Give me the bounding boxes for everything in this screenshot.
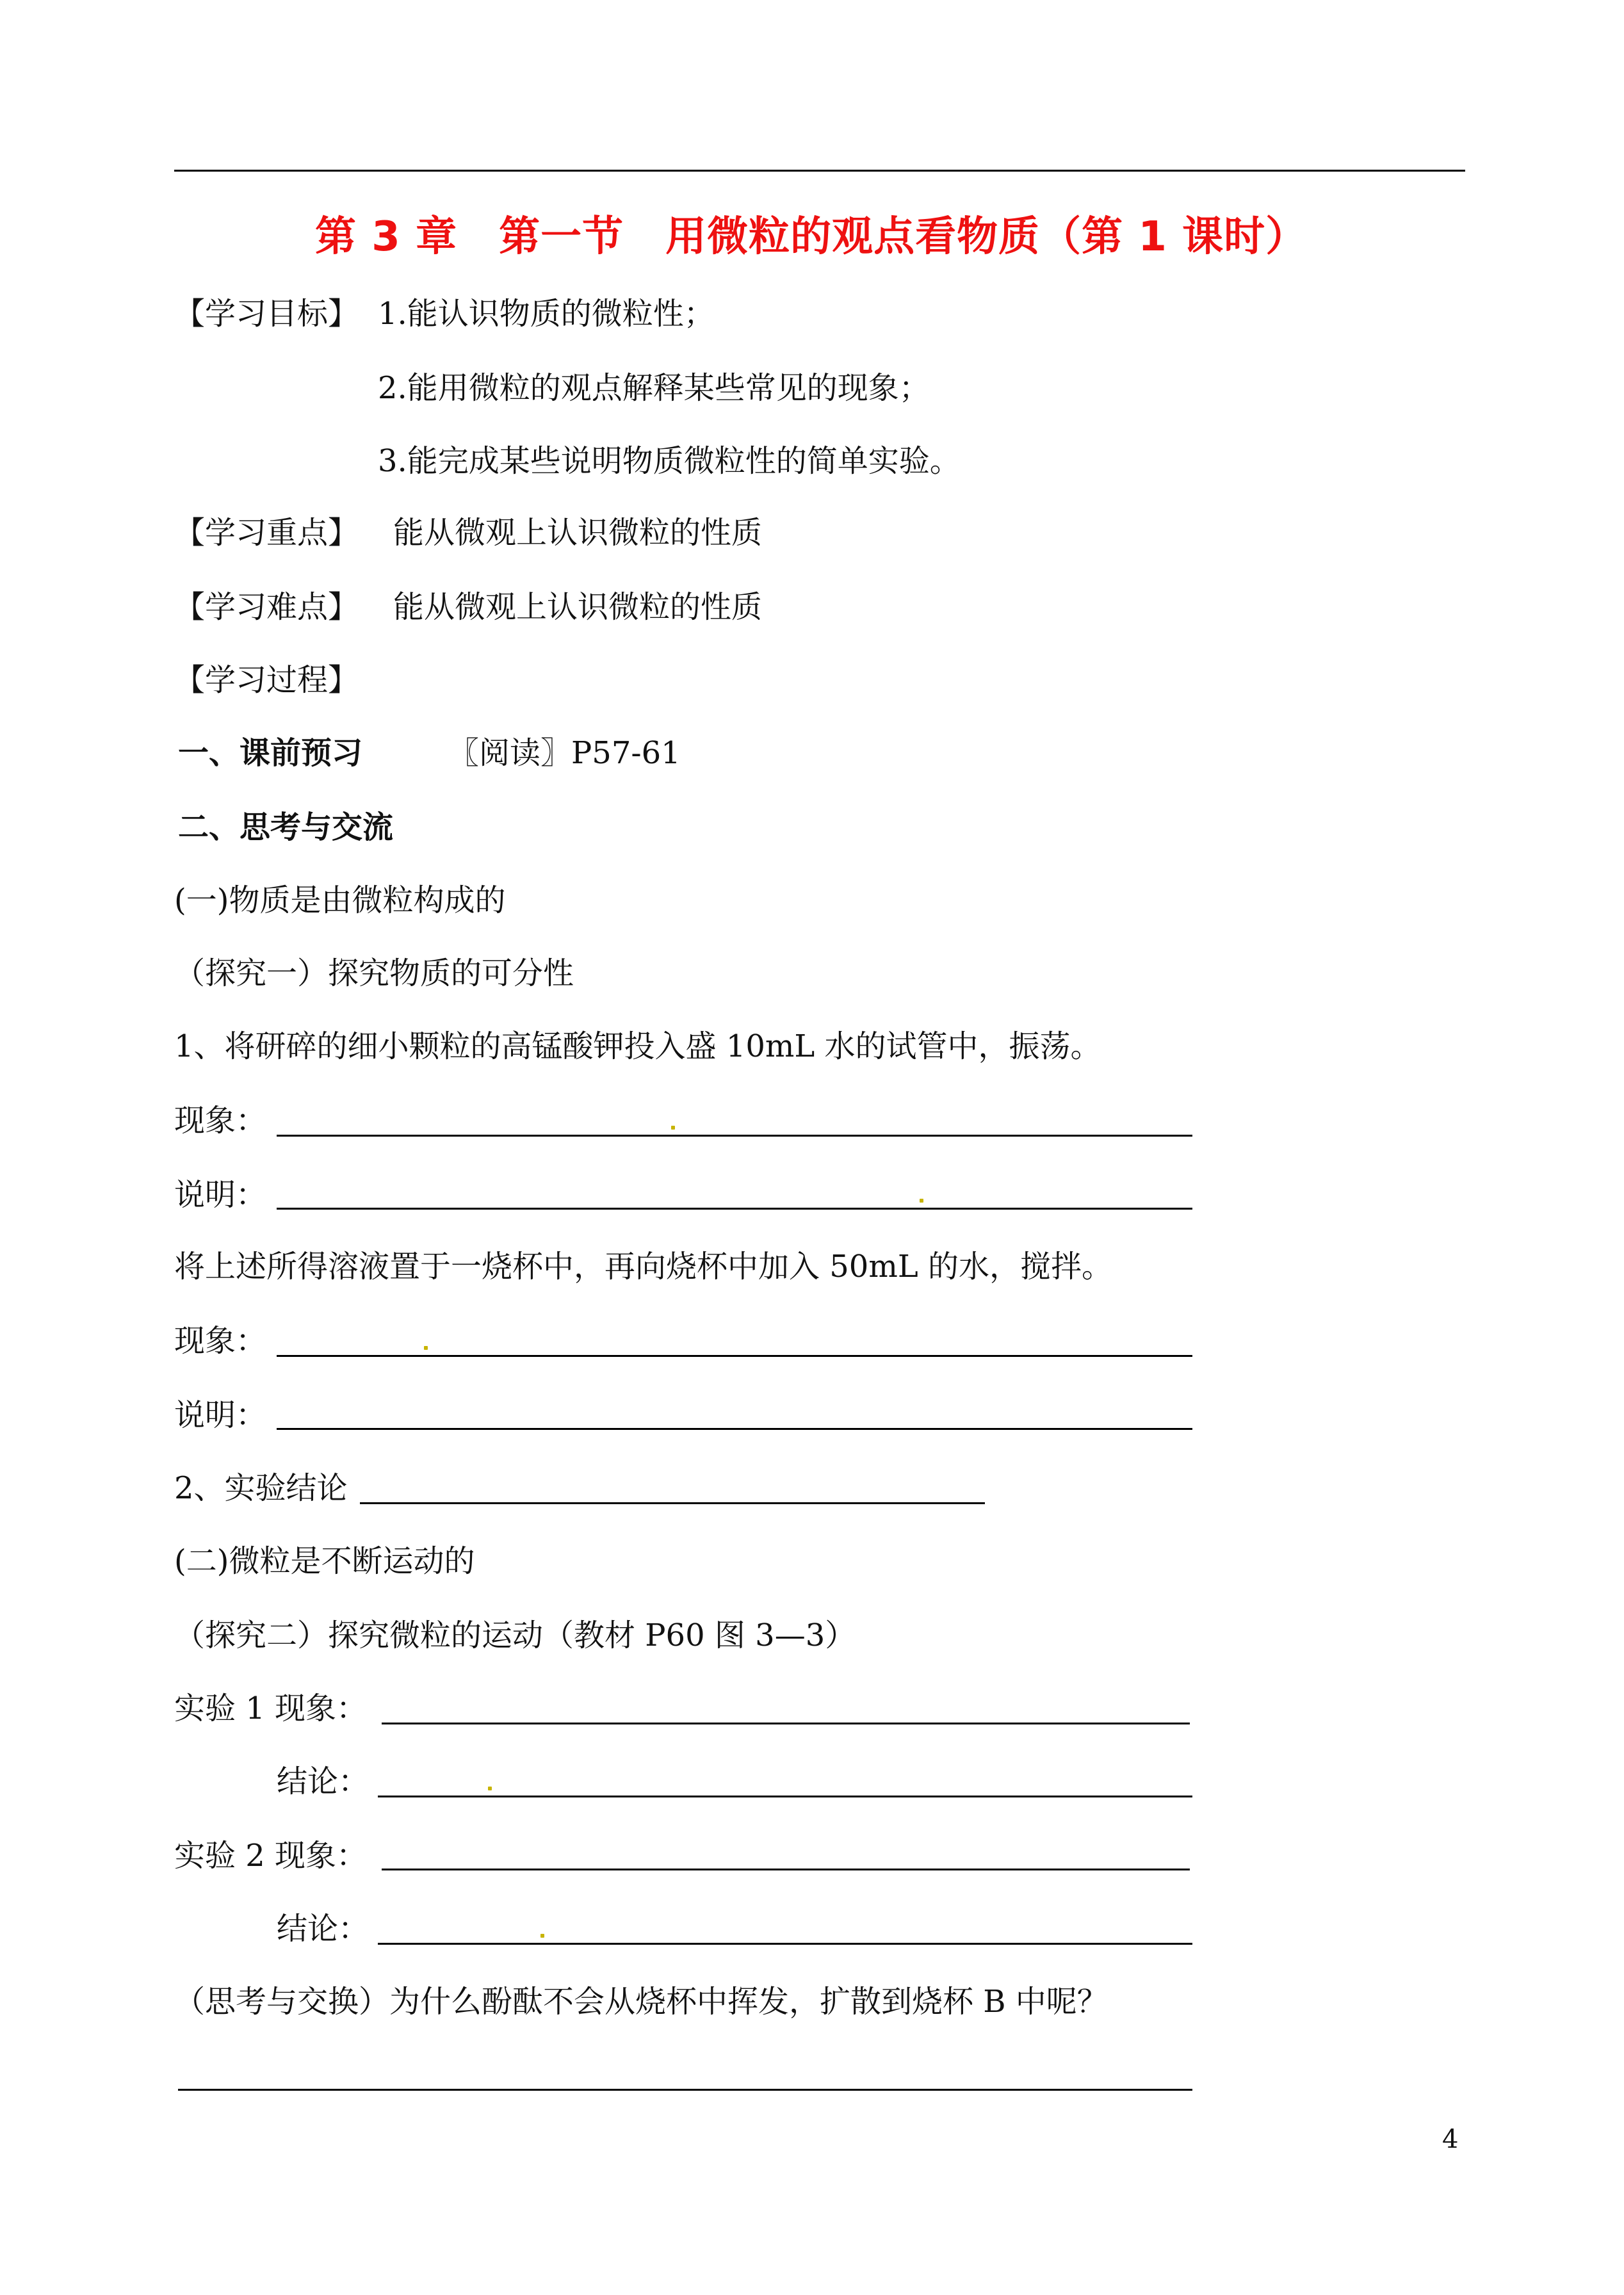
exp1-phenomenon-blank[interactable]	[382, 1723, 1190, 1724]
speck	[540, 1934, 544, 1938]
process-label: 【学习过程】	[174, 662, 359, 698]
inquiry2: （探究二）探究微粒的运动（教材 P60 图 3—3）	[174, 1618, 856, 1653]
conclusion-label: 结论：	[277, 1764, 369, 1799]
page-title: 第 3 章 第一节 用微粒的观点看物质（第 1 课时）	[315, 213, 1308, 261]
page-number: 4	[1442, 2125, 1459, 2154]
speck	[671, 1126, 675, 1130]
phenomenon-label: 现象：	[174, 1323, 267, 1359]
explanation-label: 说明：	[174, 1397, 267, 1433]
exp2-phenomenon-blank[interactable]	[382, 1869, 1190, 1870]
objectives-label: 【学习目标】	[174, 296, 359, 332]
exp2-conclusion-blank[interactable]	[378, 1943, 1192, 1945]
difficulties-label: 【学习难点】	[174, 589, 359, 625]
step1b-text: 将上述所得溶液置于一烧杯中，再向烧杯中加入 50mL 的水，搅拌。	[174, 1249, 1112, 1285]
section1-reading: 〖阅读〗P57-61	[448, 735, 681, 771]
part2-heading: (二)微粒是不断运动的	[174, 1543, 475, 1579]
explanation-blank[interactable]	[277, 1208, 1192, 1210]
objective-item-3: 3.能完成某些说明物质微粒性的简单实验。	[378, 443, 961, 479]
exp2-label: 实验 2 现象：	[174, 1838, 368, 1874]
phenomenon-blank[interactable]	[277, 1135, 1192, 1137]
inquiry1: （探究一）探究物质的可分性	[174, 955, 574, 991]
section1-heading: 一、课前预习	[178, 735, 363, 771]
header-rule	[174, 170, 1465, 172]
objective-item-1: 1.能认识物质的微粒性；	[378, 296, 715, 332]
conclusion-label: 2、实验结论	[174, 1470, 348, 1506]
objective-item-2: 2.能用微粒的观点解释某些常见的现象；	[378, 370, 930, 406]
step1-text: 1、将研碎的细小颗粒的高锰酸钾投入盛 10mL 水的试管中，振荡。	[174, 1028, 1101, 1064]
exp1-conclusion-blank[interactable]	[378, 1796, 1192, 1797]
conclusion-label: 结论：	[277, 1911, 369, 1947]
speck	[488, 1787, 492, 1790]
part1-heading: (一)物质是由微粒构成的	[174, 882, 506, 918]
speck	[424, 1346, 428, 1350]
section2-heading: 二、思考与交流	[178, 809, 394, 845]
think-question: （思考与交换）为什么酚酞不会从烧杯中挥发，扩散到烧杯 B 中呢？	[174, 1984, 1108, 2020]
difficulties-text: 能从微观上认识微粒的性质	[393, 589, 763, 625]
phenomenon-blank[interactable]	[277, 1355, 1192, 1357]
explanation-blank[interactable]	[277, 1428, 1192, 1430]
key-points-label: 【学习重点】	[174, 515, 359, 551]
phenomenon-label: 现象：	[174, 1103, 267, 1139]
conclusion-blank[interactable]	[360, 1502, 985, 1504]
explanation-label: 说明：	[174, 1177, 267, 1213]
exp1-label: 实验 1 现象：	[174, 1691, 368, 1726]
key-points-text: 能从微观上认识微粒的性质	[393, 515, 763, 551]
think-answer-blank[interactable]	[178, 2089, 1192, 2091]
speck	[920, 1199, 923, 1203]
